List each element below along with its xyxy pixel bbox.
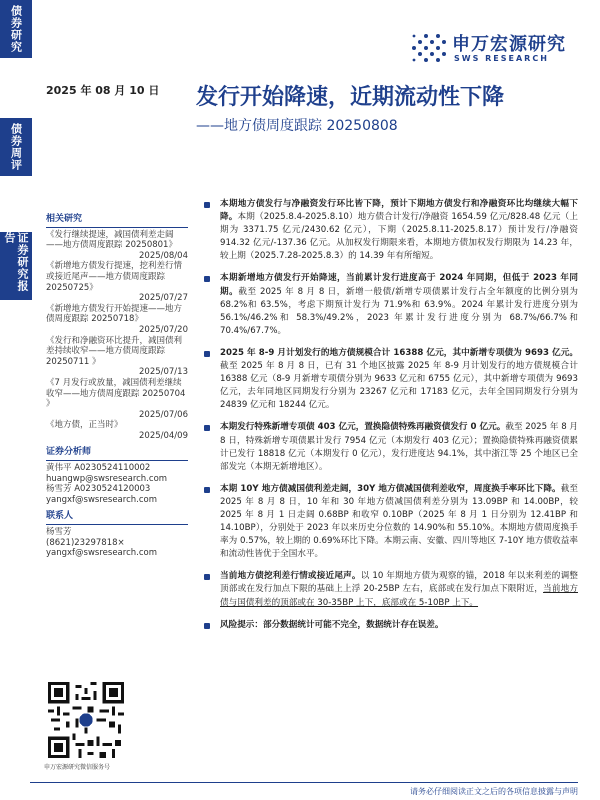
related-heading: 相关研究 (46, 214, 188, 228)
bullet-square-icon (204, 276, 210, 282)
analyst-heading: 证券分析师 (46, 447, 188, 461)
related-item-date: 2025/07/27 (139, 293, 188, 304)
analyst-line: 黄伟平 A0230524110002 (46, 463, 151, 474)
analyst-line: huangwp@swsresearch.com (46, 473, 168, 484)
related-item-title: 《7 月发行或放量，减国债利差继续收窄——地方债周度跟踪 20250704 》 (46, 377, 186, 410)
contact-heading: 联系人 (46, 511, 188, 525)
analyst-list (46, 463, 188, 505)
bullet-lead: 2025 年 8-9 月计划发行的地方债规模合计 16388 亿元，其中新增专项债为 9693 亿元。 (220, 347, 578, 358)
related-item-title: 《地方债，正当时》 (46, 420, 123, 431)
report-date: 2025 年 08 月 10 日 (46, 84, 160, 97)
related-item-date: 2025/07/13 (139, 367, 188, 378)
summary-bullet (200, 421, 578, 473)
footer-disclaimer: 请务必仔细阅读正文之后的各项信息披露与声明 (410, 787, 578, 796)
bullet-square-icon (204, 574, 210, 580)
summary-bullet (200, 198, 578, 263)
main-content (200, 198, 578, 641)
summary-bullet (200, 619, 578, 632)
company-logo (408, 28, 578, 68)
bullet-lead: 风险提示：部分数据统计可能不完全，数据统计存在误差。 (220, 619, 444, 630)
sidebar-tag-report: 证券研究报告 (0, 232, 32, 300)
related-list (46, 230, 188, 442)
related-item-title: 《新增地方债发行提速，挖利差行情或接近尾声——地方债周度跟踪 20250725》 (46, 261, 183, 293)
summary-bullet (200, 570, 578, 609)
logo-cn-text: 申万宏源研究 (452, 34, 566, 55)
contact-list (46, 527, 188, 559)
qr-code-icon (48, 682, 124, 758)
bullet-square-icon (204, 425, 210, 431)
bullet-lead: 本期 10Y 地方债减国债利差走阔，30Y 地方债减国债利差收窄，周度换手率环比下降。 (220, 483, 561, 494)
page-subtitle: ——地方债周度跟踪 20250808 (196, 118, 398, 134)
bullet-square-icon (204, 202, 210, 208)
related-item-title: 《发行继续提速，减国债利差走阔——地方债周度跟踪 20250801》 (46, 229, 177, 251)
related-item-date: 2025/07/20 (139, 324, 188, 335)
bullet-body: 截至 2025 年 8 月 8 日，特殊新增专项债累计发行 7954 亿元（本期发行 403 亿元）；置换隐债特殊再融资债累计已发行 18818 亿元（本期发行 0 亿元），发行进度达 94.1%，其中浙江等 25 个地区已全部发完（本期无新增地区）。 (220, 422, 578, 472)
summary-bullet (200, 347, 578, 412)
bullet-lead: 本期新增地方债发行开始降速，当前累计发行进度高于 2024 年同期，但低于 2023 年同期。 (220, 273, 578, 297)
contact-line: (8621)23297818× (46, 537, 125, 548)
related-item (46, 378, 188, 420)
related-item (46, 261, 188, 303)
related-item (46, 420, 188, 441)
page-title: 发行开始降速，近期流动性下降 (196, 85, 505, 110)
bullet-square-icon (204, 487, 210, 493)
analyst-line: yangxf@swsresearch.com (46, 494, 157, 505)
related-item (46, 230, 188, 262)
related-item (46, 336, 188, 378)
bullet-lead: 本期地方债发行与净融资发行环比皆下降，预计下期地方债发行和净融资环比均继续大幅下降。 (220, 199, 578, 223)
related-item-title: 《新增地方债发行开始提速——地方债周度跟踪 20250718》 (46, 303, 183, 325)
bullet-body: 截至 2025 年 8 月 8 日，10 年和 30 年地方债减国债利差分别为 13.09BP 和 14.00BP，较 2025 年 8 月 1 日走阔 0.68BP 和收窄 0.10BP（2025 年 8 月 1 日分别为 12.41BP 和 14.10BP），分别处于 2023 年以来历史分位数的 14.90%和 55.10%。本期地方债周度换手率为 0.57%，较上期的 0.69%环比下降。本期云南、安徽、四川等地区 7-10Y 地方债收益率和流动性皆优于全国水平。 (220, 483, 578, 560)
bullet-square-icon (204, 623, 210, 629)
related-item-date: 2025/08/04 (139, 250, 188, 261)
sidebar-tag-weekly: 债券周评 (0, 118, 32, 176)
qr-caption: 申万宏源研究微信服务号 (44, 764, 111, 771)
bullet-square-icon (204, 351, 210, 357)
bullet-body: 以 10 年期地方债为观察的锚，2018 年以来利差的调整顶部或在发行加点下限的基础上上浮 20-25BP 左右，底部或在发行加点下限附近， (220, 571, 578, 595)
footer-divider (30, 782, 578, 783)
analyst-line: 杨雪芳 A0230524120003 (46, 484, 151, 495)
summary-bullet (200, 272, 578, 337)
bullet-body: 截至 2025 年 8 月 8 日，已有 31 个地区披露 2025 年 8-9 月计划发行的地方债规模合计 16388 亿元（8-9 月新增专项债分别为 9633 亿元和 6755 亿元），其中新增专项债为 9693 亿元，去年同地区同期发行分别为 23267 亿元和 17183 亿元，去年全国同期发行分别为 24839 亿元和 18244 亿元。 (220, 361, 578, 411)
sidebar (0, 0, 32, 800)
logo-en-text: SWS RESEARCH (454, 54, 549, 63)
bullet-body: 截至 2025 年 8 月 8 日，新增一般债/新增专项债累计发行占全年额度的比例分别为 68.2%和 63.5%，考虑下期预计发行为 71.9%和 63.9%。2024 年累计发行进度分别为 56.1%/46.2%和 58.3%/49.2%，2023 年累计发行进度分别为 68.7%/66.7%和 70.4%/67.7%。 (220, 286, 578, 336)
left-column (46, 214, 188, 559)
bullet-lead: 本期发行特殊新增专项债 403 亿元，置换隐债特殊再融资债发行 0 亿元。 (220, 422, 506, 433)
related-item-title: 《发行和净融资环比提升，减国债利差持续收窄——地方债周度跟踪 20250711 》 (46, 335, 183, 367)
related-item (46, 304, 188, 336)
contact-line: yangxf@swsresearch.com (46, 548, 157, 559)
related-item-date: 2025/04/09 (139, 430, 188, 441)
bullet-lead: 当前地方债挖利差行情或接近尾声。 (220, 571, 361, 582)
logo-mark-icon (408, 28, 448, 68)
related-item-date: 2025/07/06 (139, 409, 188, 420)
bullet-body: 本期（2025.8.4-2025.8.10）地方债合计发行/净融资 1654.59 亿元/828.48 亿元（上期为 3371.75 亿元/2430.62 亿元），下期（2025.8.11-2025.8.17）预计发行/净融资 914.32 亿元/-137.36 亿元。从加权发行期限来看，本期地方债加权发行期限为 14.23 年，较上期（2025.7.28-2025.8.3）的 14.39 年有所缩短。 (220, 212, 578, 262)
bullet-underlined: 当前地方债与国债利差的顶部或在 30-35BP 上下，底部或在 5-10BP 上下。 (220, 584, 578, 608)
summary-bullet (200, 483, 578, 562)
contact-line: 杨雪芳 (46, 527, 72, 538)
sidebar-tag-research: 债券研究 (0, 0, 32, 58)
